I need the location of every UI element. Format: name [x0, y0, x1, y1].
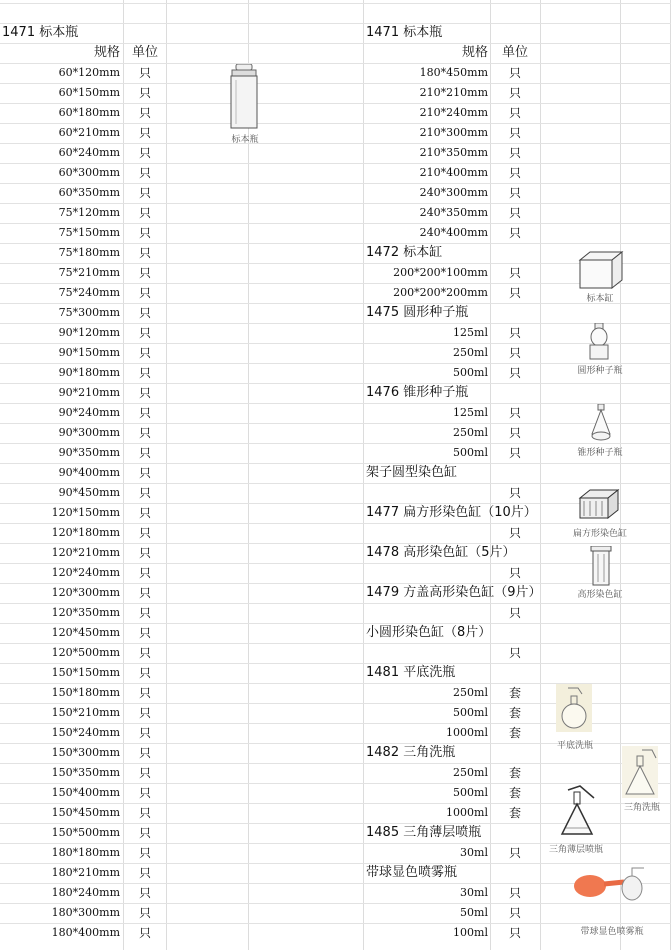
specimen-bottle-caption: 标本瓶 [231, 135, 259, 145]
cone-seed-bottle-image [590, 404, 612, 446]
left-spec-cell: 150*210mm [51, 706, 120, 719]
flat-square-staining-jar-caption: 扁方形染色缸 [572, 529, 627, 539]
left-unit-cell: 只 [138, 646, 151, 660]
left-spec-cell: 60*240mm [58, 146, 120, 159]
right-section-title: 小圆形染色缸（8片） [366, 625, 492, 640]
right-spec-cell: 500ml [453, 786, 488, 799]
right-unit-cell: 只 [508, 446, 521, 460]
triangle-tlc-sprayer-image [560, 784, 596, 838]
flat-bottom-wash-bottle-caption: 平底洗瓶 [556, 741, 593, 751]
specimen-jar-tank-caption: 标本缸 [586, 294, 614, 304]
left-spec-cell: 180*210mm [51, 866, 120, 879]
left-unit-cell: 只 [138, 146, 151, 160]
left-spec-cell: 120*500mm [51, 646, 120, 659]
left-spec-cell: 120*210mm [51, 546, 120, 559]
left-spec-cell: 180*400mm [51, 926, 120, 939]
right-section-title: 1481 平底洗瓶 [366, 665, 456, 680]
right-unit-cell: 只 [508, 346, 521, 360]
right-section-title: 带球显色喷雾瓶 [366, 865, 458, 880]
left-spec-cell: 150*240mm [51, 726, 120, 739]
left-unit-cell: 只 [138, 726, 151, 740]
right-unit-cell: 只 [508, 906, 521, 920]
left-unit-cell: 只 [138, 606, 151, 620]
right-unit-cell: 只 [508, 526, 521, 540]
right-spec-cell: 30ml [460, 886, 488, 899]
right-spec-cell: 30ml [460, 846, 488, 859]
left-spec-cell: 60*180mm [58, 106, 120, 119]
left-spec-cell: 150*180mm [51, 686, 120, 699]
left-spec-cell: 90*150mm [58, 346, 120, 359]
right-spec-cell: 250ml [453, 686, 488, 699]
right-spec-cell: 210*210mm [419, 86, 488, 99]
right-spec-cell: 500ml [453, 446, 488, 459]
right-unit-cell: 只 [508, 186, 521, 200]
left-unit-cell: 只 [138, 806, 151, 820]
left-spec-cell: 90*210mm [58, 386, 120, 399]
right-section-title: 1471 标本瓶 [366, 25, 443, 40]
right-section-title: 1478 高形染色缸（5片） [366, 545, 516, 560]
right-spec-cell: 250ml [453, 426, 488, 439]
specimen-jar-tank-image [576, 250, 624, 290]
left-spec-cell: 75*240mm [58, 286, 120, 299]
right-unit-cell: 只 [508, 406, 521, 420]
right-section-title: 1475 圆形种子瓶 [366, 305, 469, 320]
left-spec-cell: 120*300mm [51, 586, 120, 599]
tall-staining-jar-image [590, 546, 612, 586]
left-unit-cell: 只 [138, 166, 151, 180]
left-unit-cell: 只 [138, 886, 151, 900]
right-spec-cell [366, 643, 488, 663]
left-unit-cell: 只 [138, 566, 151, 580]
cone-seed-bottle-caption: 锥形种子瓶 [577, 448, 623, 458]
grid-row-line [0, 3, 671, 4]
left-unit-cell: 只 [138, 686, 151, 700]
left-unit-cell: 只 [138, 466, 151, 480]
right-spec-cell: 240*400mm [419, 226, 488, 239]
right-unit-cell: 只 [508, 166, 521, 180]
right-spec-cell: 500ml [453, 706, 488, 719]
left-unit-cell: 只 [138, 446, 151, 460]
flat-bottom-wash-bottle-image [556, 684, 592, 732]
left-unit-cell: 只 [138, 706, 151, 720]
left-spec-cell: 180*240mm [51, 886, 120, 899]
left-spec-cell: 150*450mm [51, 806, 120, 819]
left-spec-cell: 90*350mm [58, 446, 120, 459]
left-spec-cell: 180*180mm [51, 846, 120, 859]
right-unit-cell: 只 [508, 86, 521, 100]
left-unit-cell: 只 [138, 526, 151, 540]
left-section-title: 1471 标本瓶 [2, 25, 79, 40]
left-unit-cell: 只 [138, 126, 151, 140]
left-spec-cell: 75*120mm [58, 206, 120, 219]
left-spec-cell: 60*120mm [58, 66, 120, 79]
right-section-title: 1477 扁方形染色缸（10片） [366, 505, 537, 520]
right-spec-cell: 180*450mm [419, 66, 488, 79]
right-unit-cell: 套 [508, 706, 521, 720]
triangle-wash-bottle-image [622, 746, 658, 798]
right-spec-cell: 210*300mm [419, 126, 488, 139]
right-unit-cell: 只 [508, 486, 521, 500]
right-unit-cell: 只 [508, 286, 521, 300]
right-spec-cell: 240*300mm [419, 186, 488, 199]
left-unit-cell: 只 [138, 226, 151, 240]
left-unit-cell: 只 [138, 786, 151, 800]
right-spec-cell [366, 523, 488, 543]
right-section-title: 1476 锥形种子瓶 [366, 385, 469, 400]
right-unit-cell: 只 [508, 226, 521, 240]
left-spec-cell: 90*300mm [58, 426, 120, 439]
right-spec-cell: 210*400mm [419, 166, 488, 179]
right-spec-cell: 125ml [453, 406, 488, 419]
right-spec-cell [366, 563, 488, 583]
right-unit-cell: 只 [508, 326, 521, 340]
left-spec-cell: 60*210mm [58, 126, 120, 139]
right-spec-cell: 50ml [460, 906, 488, 919]
left-unit-cell: 只 [138, 106, 151, 120]
right-spec-cell: 100ml [453, 926, 488, 939]
right-unit-cell: 只 [508, 926, 521, 940]
left-spec-cell: 120*450mm [51, 626, 120, 639]
left-unit-cell: 只 [138, 66, 151, 80]
bulb-color-sprayer-image [570, 864, 650, 906]
left-spec-cell: 75*150mm [58, 226, 120, 239]
right-spec-cell: 125ml [453, 326, 488, 339]
left-unit-cell: 只 [138, 586, 151, 600]
right-unit-cell: 套 [508, 786, 521, 800]
left-unit-cell: 只 [138, 926, 151, 940]
right-unit-cell: 只 [508, 606, 521, 620]
right-spec-cell: 200*200*100mm [393, 266, 488, 279]
left-unit-cell: 只 [138, 426, 151, 440]
left-spec-cell: 90*240mm [58, 406, 120, 419]
left-spec-cell: 120*150mm [51, 506, 120, 519]
right-unit-cell: 只 [508, 106, 521, 120]
right-unit-cell: 只 [508, 146, 521, 160]
round-seed-bottle-image [588, 323, 610, 361]
right-unit-cell: 只 [508, 646, 521, 660]
right-section-title: 架子圆型染色缸 [366, 465, 458, 480]
left-unit-cell: 只 [138, 286, 151, 300]
left-unit-cell: 只 [138, 406, 151, 420]
left-spec-cell: 90*400mm [58, 466, 120, 479]
left-spec-cell: 60*150mm [58, 86, 120, 99]
left-spec-cell: 90*450mm [58, 486, 120, 499]
left-unit-cell: 只 [138, 866, 151, 880]
right-unit-cell: 套 [508, 686, 521, 700]
left-spec-cell: 60*300mm [58, 166, 120, 179]
triangle-tlc-sprayer-caption: 三角薄层喷瓶 [548, 845, 603, 855]
tall-staining-jar-caption: 高形染色缸 [577, 590, 623, 600]
right-spec-cell: 210*350mm [419, 146, 488, 159]
left-spec-cell: 150*350mm [51, 766, 120, 779]
right-section-title: 1482 三角洗瓶 [366, 745, 456, 760]
right-section-title: 1485 三角薄层喷瓶 [366, 825, 482, 840]
right-spec-cell [366, 483, 488, 503]
right-spec-cell: 200*200*200mm [393, 286, 488, 299]
right-unit-cell: 套 [508, 806, 521, 820]
left-unit-cell: 只 [138, 246, 151, 260]
triangle-wash-bottle-caption: 三角洗瓶 [623, 803, 660, 813]
right-spec-cell: 1000ml [446, 806, 488, 819]
left-unit-cell: 只 [138, 386, 151, 400]
left-header-spec: 规格 [93, 45, 120, 60]
right-unit-cell: 只 [508, 886, 521, 900]
left-unit-cell: 只 [138, 846, 151, 860]
right-unit-cell: 只 [508, 266, 521, 280]
left-spec-cell: 150*400mm [51, 786, 120, 799]
left-unit-cell: 只 [138, 826, 151, 840]
left-unit-cell: 只 [138, 766, 151, 780]
left-spec-cell: 150*500mm [51, 826, 120, 839]
right-unit-cell: 只 [508, 206, 521, 220]
left-spec-cell: 150*150mm [51, 666, 120, 679]
left-spec-cell: 75*210mm [58, 266, 120, 279]
right-section-title: 1479 方盖高形染色缸（9片） [366, 585, 542, 600]
right-spec-cell: 250ml [453, 346, 488, 359]
right-unit-cell: 套 [508, 766, 521, 780]
left-spec-cell: 90*180mm [58, 366, 120, 379]
right-spec-cell: 250ml [453, 766, 488, 779]
left-unit-cell: 只 [138, 186, 151, 200]
right-unit-cell: 只 [508, 846, 521, 860]
right-spec-cell: 500ml [453, 366, 488, 379]
left-unit-cell: 只 [138, 506, 151, 520]
right-unit-cell: 只 [508, 126, 521, 140]
right-unit-cell: 只 [508, 566, 521, 580]
left-spec-cell: 120*240mm [51, 566, 120, 579]
left-unit-cell: 只 [138, 266, 151, 280]
left-spec-cell: 180*300mm [51, 906, 120, 919]
left-spec-cell: 120*180mm [51, 526, 120, 539]
left-unit-cell: 只 [138, 366, 151, 380]
left-unit-cell: 只 [138, 746, 151, 760]
right-section-title: 1472 标本缸 [366, 245, 443, 260]
right-spec-cell: 240*350mm [419, 206, 488, 219]
left-spec-cell: 90*120mm [58, 326, 120, 339]
left-spec-cell: 60*350mm [58, 186, 120, 199]
left-unit-cell: 只 [138, 906, 151, 920]
left-spec-cell: 120*350mm [51, 606, 120, 619]
right-unit-cell: 只 [508, 66, 521, 80]
left-unit-cell: 只 [138, 626, 151, 640]
left-spec-cell: 75*180mm [58, 246, 120, 259]
left-unit-cell: 只 [138, 86, 151, 100]
flat-square-staining-jar-image [578, 488, 620, 522]
left-unit-cell: 只 [138, 206, 151, 220]
round-seed-bottle-caption: 圆形种子瓶 [577, 366, 623, 376]
left-unit-cell: 只 [138, 546, 151, 560]
left-unit-cell: 只 [138, 306, 151, 320]
right-header-unit: 单位 [501, 45, 528, 60]
left-spec-cell: 150*300mm [51, 746, 120, 759]
left-header-unit: 单位 [131, 45, 158, 60]
right-unit-cell: 只 [508, 426, 521, 440]
left-unit-cell: 只 [138, 666, 151, 680]
bulb-color-sprayer-caption: 带球显色喷雾瓶 [580, 927, 644, 937]
right-unit-cell: 套 [508, 726, 521, 740]
right-header-spec: 规格 [461, 45, 488, 60]
left-spec-cell: 75*300mm [58, 306, 120, 319]
right-unit-cell: 只 [508, 366, 521, 380]
right-spec-cell: 210*240mm [419, 106, 488, 119]
left-unit-cell: 只 [138, 346, 151, 360]
left-unit-cell: 只 [138, 486, 151, 500]
specimen-bottle-image [228, 64, 260, 130]
right-spec-cell: 1000ml [446, 726, 488, 739]
left-unit-cell: 只 [138, 326, 151, 340]
right-spec-cell [366, 603, 488, 623]
